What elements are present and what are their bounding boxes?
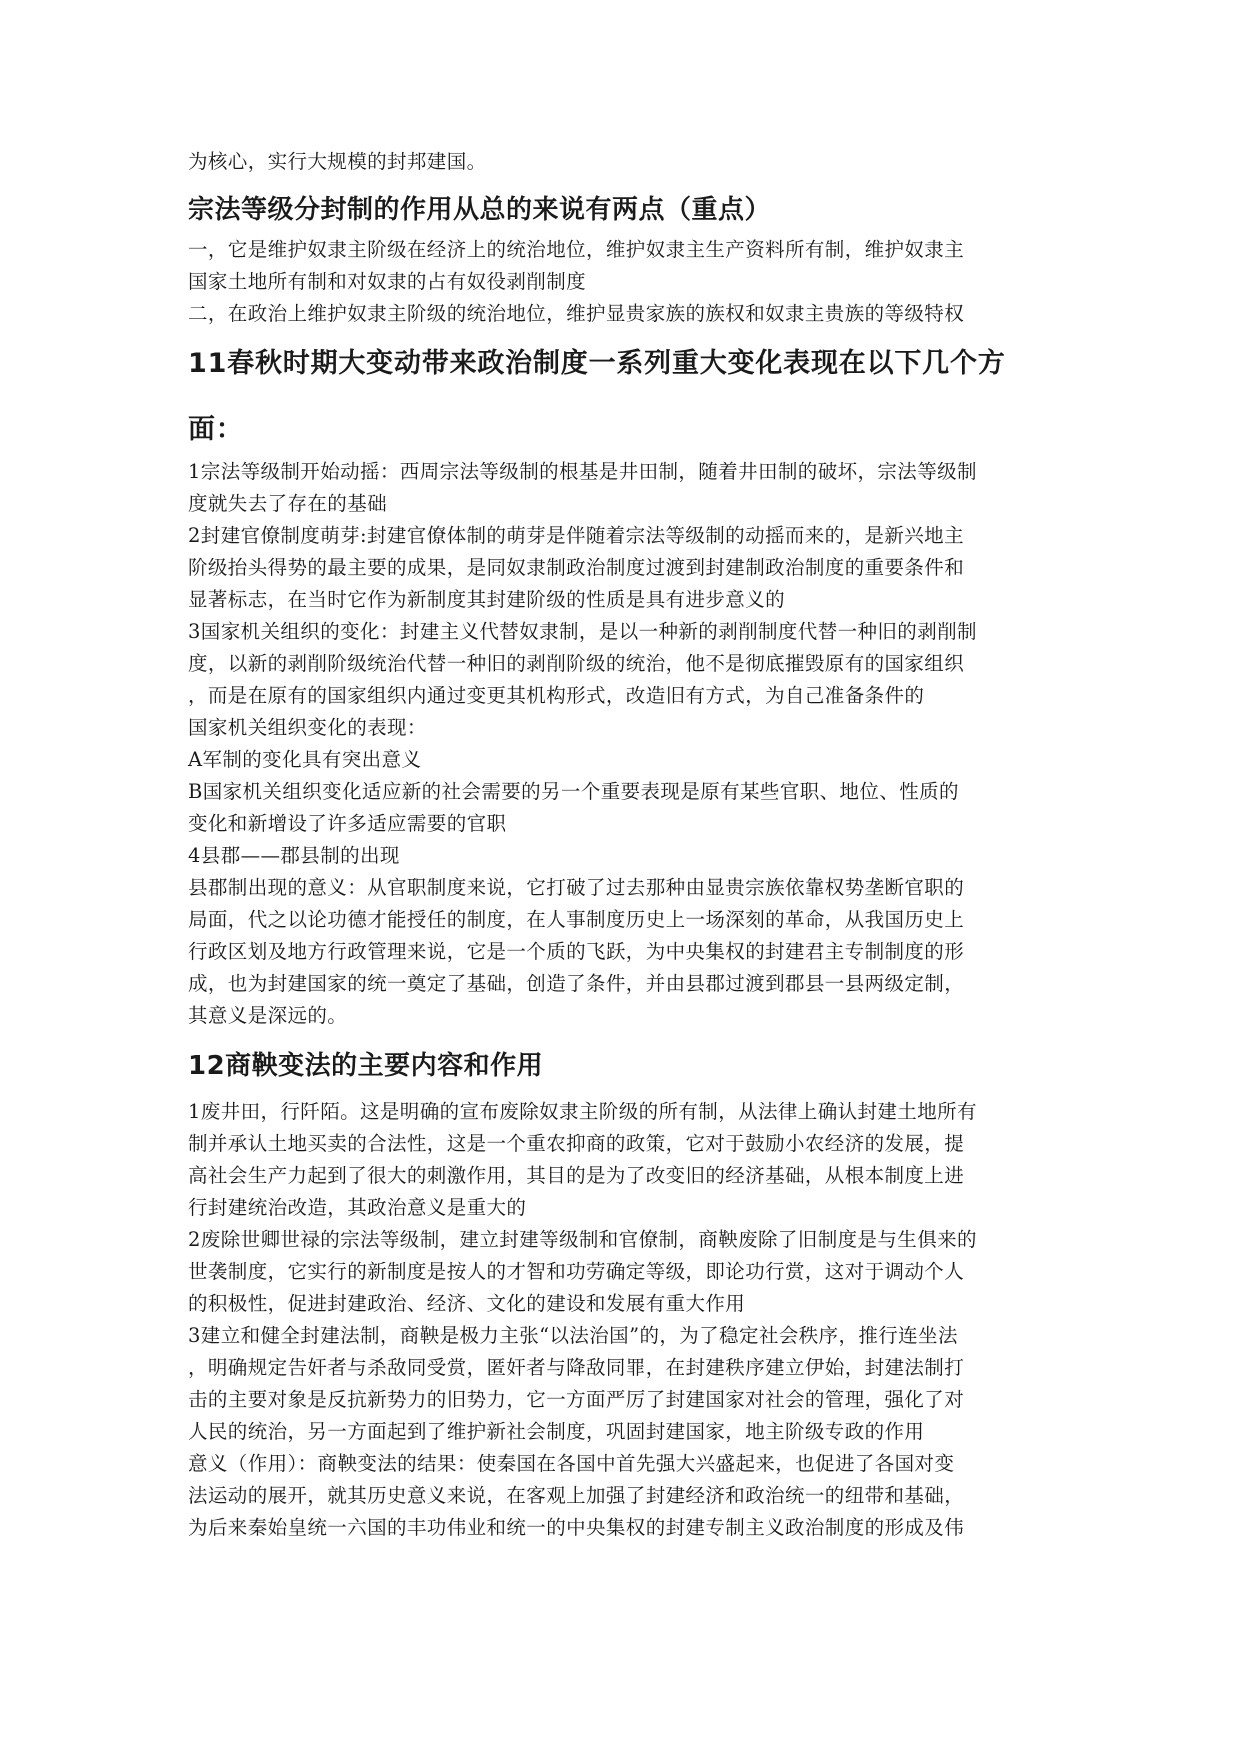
heading-chunqiu-changes bbox=[188, 344, 1056, 450]
section-shangyang-reform bbox=[188, 1096, 1056, 1544]
paragraph-line: 局面，代之以论功德才能授任的制度，在人事制度历史上一场深刻的革命，从我国历史上 bbox=[188, 908, 965, 931]
paragraph-line: 击的主要对象是反抗新势力的旧势力，它一方面严厉了封建国家对社会的管理，强化了对 bbox=[188, 1388, 965, 1411]
paragraph-line: 其意义是深远的。 bbox=[188, 1004, 348, 1027]
paragraph-line: 4县郡——郡县制的出现 bbox=[188, 844, 400, 867]
paragraph-line: B国家机关组织变化适应新的社会需要的另一个重要表现是原有某些官职、地位、性质的 bbox=[188, 780, 959, 803]
paragraph-line: 度，以新的剥削阶级统治代替一种旧的剥削阶级的统治，他不是彻底摧毁原有的国家组织 bbox=[188, 652, 965, 675]
paragraph-line: ，明确规定告奸者与杀敌同受赏，匿奸者与降敌同罪，在封建秩序建立伊始，封建法制打 bbox=[188, 1356, 965, 1379]
paragraph-line: 意义（作用）：商鞅变法的结果：使秦国在各国中首先强大兴盛起来，也促进了各国对变 bbox=[188, 1452, 955, 1475]
paragraph-line: 为后来秦始皇统一六国的丰功伟业和统一的中央集权的封建专制主义政治制度的形成及伟 bbox=[188, 1516, 965, 1539]
section-fengjian-role bbox=[188, 234, 1056, 330]
paragraph-line: 世袭制度，它实行的新制度是按人的才智和功劳确定等级，即论功行赏，这对于调动个人 bbox=[188, 1260, 965, 1283]
paragraph-line: 行封建统治改造，其政治意义是重大的 bbox=[188, 1196, 527, 1219]
paragraph-line: 县郡制出现的意义：从官职制度来说，它打破了过去那种由显贵宗族依靠权势垄断官职的 bbox=[188, 876, 965, 899]
paragraph-line: 2封建官僚制度萌芽:封建官僚体制的萌芽是伴随着宗法等级制的动摇而来的，是新兴地主 bbox=[188, 524, 964, 547]
paragraph-line: 变化和新增设了许多适应需要的官职 bbox=[188, 812, 507, 835]
paragraph-line: 高社会生产力起到了很大的刺激作用，其目的是为了改变旧的经济基础，从根本制度上进 bbox=[188, 1164, 965, 1187]
paragraph-line: 1废井田，行阡陌。这是明确的宣布废除奴隶主阶级的所有制，从法律上确认封建土地所有 bbox=[188, 1100, 977, 1123]
paragraph-line: 国家机关组织变化的表现： bbox=[188, 716, 427, 739]
paragraph-line: 国家土地所有制和对奴隶的占有奴役剥削制度 bbox=[188, 270, 587, 293]
paragraph-line: 1宗法等级制开始动摇：西周宗法等级制的根基是井田制，随着井田制的破坏，宗法等级制 bbox=[188, 460, 977, 483]
paragraph-line: 行政区划及地方行政管理来说，它是一个质的飞跃，为中央集权的封建君主专制制度的形 bbox=[188, 940, 965, 963]
paragraph-line: 3国家机关组织的变化：封建主义代替奴隶制，是以一种新的剥削制度代替一种旧的剥削制 bbox=[188, 620, 977, 643]
paragraph-line: ，而是在原有的国家组织内通过变更其机构形式，改造旧有方式，为自己准备条件的 bbox=[188, 684, 925, 707]
section-chunqiu-changes bbox=[188, 456, 1056, 1032]
paragraph-line: 显著标志，在当时它作为新制度其封建阶级的性质是具有进步意义的 bbox=[188, 588, 786, 611]
paragraph-line: 2废除世卿世禄的宗法等级制，建立封建等级制和官僚制，商鞅废除了旧制度是与生俱来的 bbox=[188, 1228, 977, 1251]
paragraph-line: A军制的变化具有突出意义 bbox=[188, 748, 422, 771]
heading-fengjian-role: 宗法等级分封制的作用从总的来说有两点（重点） bbox=[188, 195, 772, 225]
paragraph-line: 人民的统治，另一方面起到了维护新社会制度，巩固封建国家，地主阶级专政的作用 bbox=[188, 1420, 925, 1443]
paragraph-line: 二，在政治上维护奴隶主阶级的统治地位，维护显贵家族的族权和奴隶主贵族的等级特权 bbox=[188, 302, 965, 325]
paragraph-line: 制并承认土地买卖的合法性，这是一个重农抑商的政策，它对于鼓励小农经济的发展，提 bbox=[188, 1132, 965, 1155]
heading-line: 面： bbox=[188, 414, 244, 445]
document-page bbox=[188, 146, 1056, 1544]
paragraph-line: 阶级抬头得势的最主要的成果，是同奴隶制政治制度过渡到封建制政治制度的重要条件和 bbox=[188, 556, 965, 579]
paragraph-line: 度就失去了存在的基础 bbox=[188, 492, 388, 515]
paragraph-line: 的积极性，促进封建政治、经济、文化的建设和发展有重大作用 bbox=[188, 1292, 746, 1315]
heading-shangyang-reform: 12商鞅变法的主要内容和作用 bbox=[188, 1051, 544, 1081]
paragraph-line: 成，也为封建国家的统一奠定了基础，创造了条件，并由县郡过渡到郡县一县两级定制， bbox=[188, 972, 965, 995]
paragraph-line: 法运动的展开，就其历史意义来说，在客观上加强了封建经济和政治统一的纽带和基础， bbox=[188, 1484, 965, 1507]
paragraph-line: 3建立和健全封建法制，商鞅是极力主张“以法治国”的，为了稳定社会秩序，推行连坐法 bbox=[188, 1324, 958, 1347]
intro-line: 为核心，实行大规模的封邦建国。 bbox=[188, 150, 487, 173]
heading-line: 11春秋时期大变动带来政治制度一系列重大变化表现在以下几个方 bbox=[188, 348, 1006, 379]
paragraph-line: 一，它是维护奴隶主阶级在经济上的统治地位，维护奴隶主生产资料所有制，维护奴隶主 bbox=[188, 238, 965, 261]
